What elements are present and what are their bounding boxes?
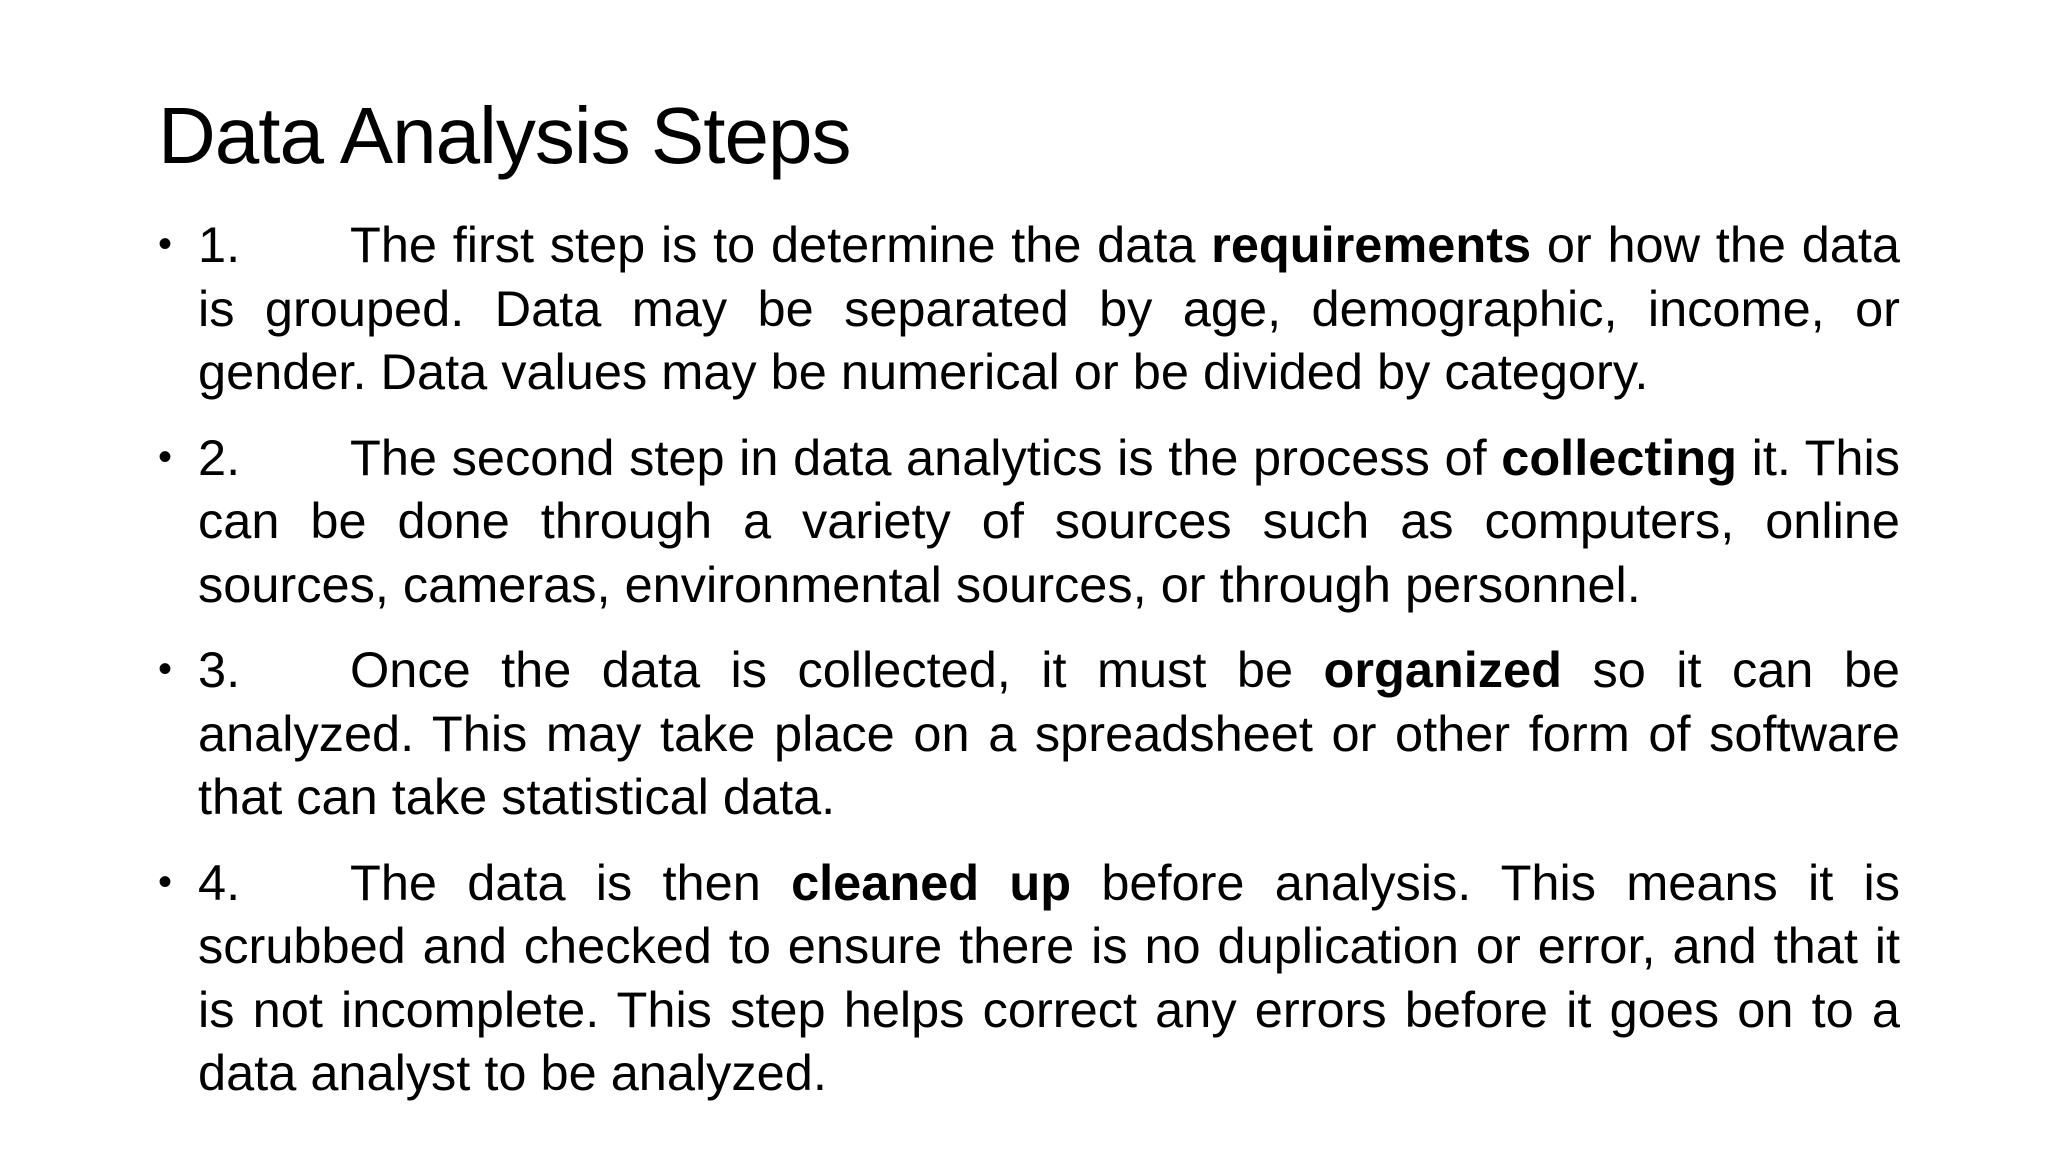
slide-title: Data Analysis Steps: [158, 91, 851, 180]
step-number: 3.: [198, 641, 241, 698]
list-item: [158, 638, 1900, 829]
step-text: The first step is to determine the data: [350, 216, 1212, 273]
step-number: 2.: [198, 428, 241, 486]
bullet-icon: •: [158, 647, 173, 691]
step-keyword: requirements: [1211, 216, 1532, 273]
bullet-icon: •: [158, 222, 173, 266]
bullet-icon: •: [158, 859, 173, 904]
step-text-rest: or how the data is grouped. Data may be separated by age, demographic, income, or gender. Data values may be numerical or be divided by category.: [198, 216, 1901, 400]
list-item: [158, 213, 1900, 404]
step-text: The data is then: [350, 853, 792, 911]
step-text: Once the data is collected, it must be: [350, 641, 1324, 698]
step-keyword: organized: [1323, 641, 1562, 698]
list-item: [158, 851, 1900, 1105]
bullet-icon: •: [158, 434, 173, 479]
step-text-rest: it. This can be done through a variety of sources such as computers, online sources, cameras, environmental sources, or through personnel.: [198, 428, 1900, 613]
step-text-rest: before analysis. This means it is scrubbed and checked to ensure there is no duplication or error, and that it is not incomplete. This step helps correct any errors before it goes on to a data analyst to be analyzed.: [198, 853, 1901, 1101]
step-number: 4.: [198, 853, 241, 911]
step-keyword: cleaned up: [791, 853, 1072, 911]
step-keyword: collecting: [1501, 428, 1737, 486]
step-number: 1.: [198, 216, 241, 273]
list-item: [158, 426, 1900, 617]
step-text-rest: so it can be analyzed. This may take place on a spreadsheet or other form of software that can take statistical data.: [198, 641, 1900, 825]
step-text: The second step in data analytics is the process of: [350, 428, 1502, 486]
bullet-list: [158, 213, 1900, 1127]
